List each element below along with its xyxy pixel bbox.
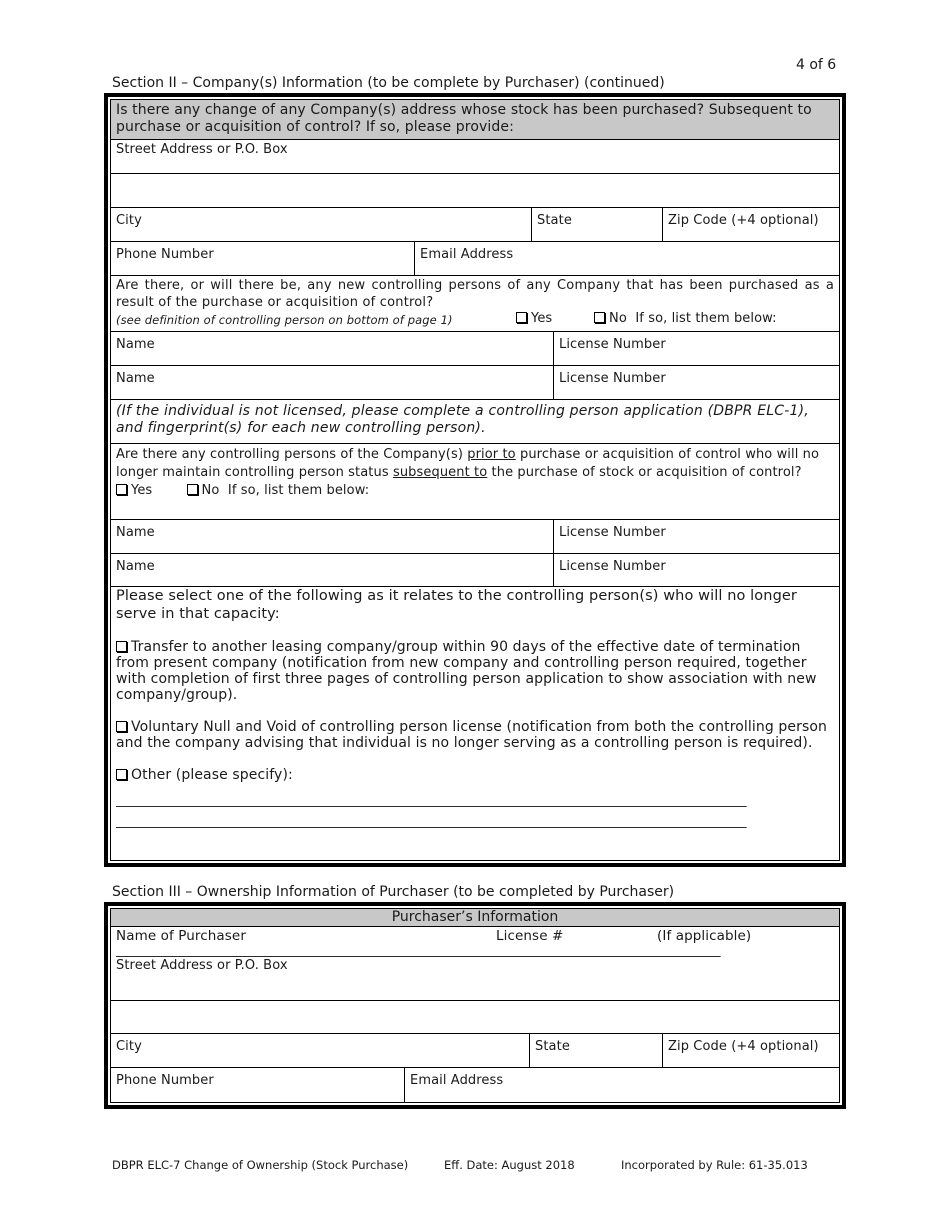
- checkbox-icon[interactable]: [116, 721, 127, 732]
- checkbox-icon[interactable]: [116, 484, 127, 495]
- address-change-question-row: [111, 100, 839, 140]
- street-address-label: Street Address or P.O. Box: [116, 142, 288, 157]
- city-field[interactable]: [111, 208, 531, 241]
- zip-label: Zip Code (+4 optional): [668, 213, 819, 228]
- purchaser-name-line[interactable]: _____________________________________________________________________________________________: [116, 945, 721, 957]
- purchaser-phone-email-row: [111, 1068, 839, 1102]
- purchaser-info-title: Purchaser’s Information: [111, 909, 839, 927]
- street-address-row[interactable]: [111, 140, 839, 174]
- license-number-field[interactable]: License Number: [553, 366, 839, 399]
- option-transfer[interactable]: Transfer to another leasing company/group within 90 days of the effective date of termination from present company (notification from new company and controlling person required, together with completion of first three pages of controlling person application to show association with new company/group).: [116, 639, 817, 703]
- prior-controlling-question-row: [111, 444, 839, 520]
- name-field[interactable]: Name: [116, 371, 155, 386]
- unlicensed-note-row: [111, 400, 839, 444]
- state-field[interactable]: [531, 208, 662, 241]
- status-selection-block: [111, 587, 839, 860]
- email-field[interactable]: [414, 242, 839, 275]
- footer-eff-date: Eff. Date: August 2018: [444, 1158, 575, 1172]
- city-state-zip-row: [111, 208, 839, 242]
- list-them-note: If so, list them below:: [635, 311, 777, 326]
- name-field[interactable]: Name: [116, 337, 155, 352]
- license-number-field[interactable]: License Number: [553, 554, 839, 586]
- email-label: Email Address: [420, 247, 514, 262]
- purchaser-state-field[interactable]: State: [529, 1034, 662, 1067]
- purchaser-zip-field[interactable]: Zip Code (+4 optional): [662, 1034, 839, 1067]
- section-3-heading: Section III – Ownership Information of Purchaser (to be completed by Purchaser): [112, 884, 675, 900]
- checkbox-icon[interactable]: [187, 484, 198, 495]
- license-number-field[interactable]: License Number: [553, 332, 839, 365]
- definition-note: (see definition of controlling person on bottom of page 1): [116, 313, 453, 327]
- section-3-form: [104, 902, 846, 1109]
- purchaser-street-line-2[interactable]: [111, 1000, 839, 1034]
- purchaser-street-label: Street Address or P.O. Box: [116, 958, 288, 973]
- city-label: City: [116, 213, 142, 228]
- purchaser-email-field[interactable]: Email Address: [404, 1068, 839, 1102]
- new-controlling-person-row-2: [111, 366, 839, 400]
- name-field[interactable]: Name: [116, 525, 155, 540]
- checkbox-icon[interactable]: [594, 312, 605, 323]
- phone-label: Phone Number: [116, 247, 214, 262]
- prior-controlling-person-row-2: [111, 554, 839, 587]
- new-controlling-question: Are there, or will there be, any new controlling persons of any Company that has been purchased as a result of the purchase or acquisition of control?: [116, 278, 834, 310]
- new-controlling-question-row: [111, 276, 839, 332]
- prior-controlling-yes[interactable]: Yes: [116, 483, 152, 498]
- purchaser-name-row: [111, 927, 839, 1000]
- state-label: State: [537, 213, 572, 228]
- prior-controlling-question: Are there any controlling persons of the Company(s) prior to purchase or acquisition of control who will no longer maintain controlling person status subsequent to the purchase of stock or acquisition of control?: [116, 447, 820, 480]
- purchaser-city-state-zip-row: [111, 1034, 839, 1068]
- section-2-form: [104, 93, 846, 867]
- other-specify-line-2[interactable]: _________________________________________________________________________________________________: [116, 814, 747, 829]
- new-controlling-person-row-1: [111, 332, 839, 366]
- checkbox-icon[interactable]: [516, 312, 527, 323]
- purchaser-license-label: License #: [496, 928, 564, 944]
- name-field[interactable]: Name: [116, 559, 155, 574]
- other-specify-line-1[interactable]: _________________________________________________________________________________________________: [116, 793, 747, 808]
- street-address-line-2[interactable]: [111, 174, 839, 208]
- address-change-question: Is there any change of any Company(s) address whose stock has been purchased? Subsequent to purchase or acquisition of control? If so, please provide:: [116, 102, 812, 135]
- zip-field[interactable]: [662, 208, 839, 241]
- unlicensed-note: (If the individual is not licensed, please complete a controlling person application (DBPR ELC-1), and fingerprint(s) for each new controlling person).: [116, 403, 809, 436]
- page-number: 4 of 6: [796, 57, 837, 73]
- purchaser-phone-field[interactable]: Phone Number: [116, 1073, 214, 1088]
- section-2-heading: Section II – Company(s) Information (to be complete by Purchaser) (continued): [112, 75, 665, 91]
- purchaser-city-field[interactable]: City: [116, 1039, 142, 1054]
- footer-rule: Incorporated by Rule: 61-35.013: [621, 1158, 808, 1172]
- license-number-field[interactable]: License Number: [553, 520, 839, 553]
- option-other[interactable]: Other (please specify):: [116, 767, 834, 783]
- new-controlling-yes[interactable]: Yes: [516, 311, 552, 326]
- option-null-void[interactable]: Voluntary Null and Void of controlling person license (notification from both the controlling person and the company advising that individual is no longer serving as a controlling person is required).: [116, 719, 827, 751]
- new-controlling-no[interactable]: No If so, list them below:: [594, 311, 777, 326]
- phone-email-row: [111, 242, 839, 276]
- prior-controlling-person-row-1: [111, 520, 839, 554]
- checkbox-icon[interactable]: [116, 769, 127, 780]
- footer-form-id: DBPR ELC-7 Change of Ownership (Stock Purchase): [112, 1158, 409, 1172]
- prior-controlling-no[interactable]: No If so, list them below:: [187, 483, 370, 498]
- phone-field[interactable]: [111, 242, 414, 275]
- if-applicable-note: (If applicable): [657, 928, 752, 944]
- status-selection-intro: Please select one of the following as it relates to the controlling person(s) who will no longer serve in that capacity:: [116, 588, 797, 622]
- purchaser-name-label: Name of Purchaser: [116, 928, 246, 944]
- checkbox-icon[interactable]: [116, 641, 127, 652]
